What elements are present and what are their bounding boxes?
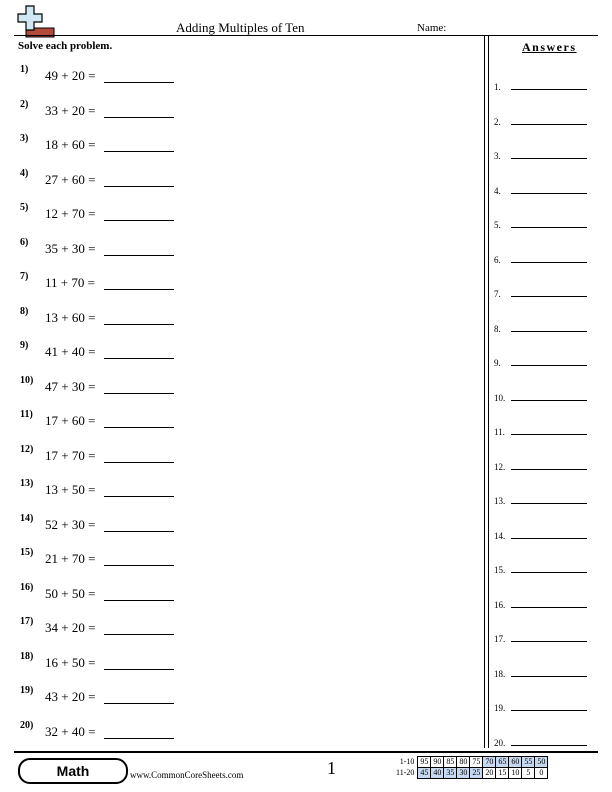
problem-row — [0, 202, 480, 228]
answer-number: 10. — [494, 392, 506, 403]
footer-rule — [14, 751, 598, 753]
answer-row — [494, 527, 594, 547]
problem-expression: 35 + 30 = — [45, 240, 96, 256]
problem-expression: 47 + 30 = — [45, 378, 96, 394]
problem-number: 18) — [20, 650, 34, 662]
score-table — [396, 756, 548, 779]
problem-expression: 21 + 70 = — [45, 551, 96, 566]
problem-answer-blank[interactable] — [104, 703, 174, 704]
problem-row — [0, 340, 480, 366]
answer-number: 2. — [494, 116, 501, 127]
problem-row — [0, 513, 480, 539]
answer-number: 9. — [494, 358, 501, 368]
score-cell: 10 — [509, 768, 522, 779]
problem-number: 13) — [20, 478, 34, 489]
answer-blank[interactable] — [511, 641, 587, 642]
score-row — [396, 768, 548, 779]
answer-row — [494, 630, 594, 650]
answer-number: 20. — [494, 737, 506, 748]
problem-row — [0, 547, 480, 573]
problem-row — [0, 306, 480, 332]
problem-number: 19) — [20, 685, 34, 696]
problem-number: 11) — [20, 409, 33, 420]
problem-answer-blank[interactable] — [104, 186, 174, 187]
answer-number: 13. — [494, 496, 506, 506]
answer-row — [494, 354, 594, 374]
problem-answer-blank[interactable] — [104, 82, 174, 83]
problem-expression: 11 + 70 = — [45, 275, 95, 290]
math-badge: Math — [18, 758, 128, 784]
problem-row — [0, 64, 480, 90]
answer-blank[interactable] — [511, 745, 587, 746]
answer-row — [494, 561, 594, 581]
name-label: Name: — [417, 22, 447, 34]
answer-blank[interactable] — [511, 193, 587, 194]
score-cell: 70 — [483, 757, 496, 768]
problem-answer-blank[interactable] — [104, 358, 174, 359]
score-cell: 80 — [457, 757, 470, 768]
problem-number: 2) — [20, 98, 29, 110]
answer-blank[interactable] — [511, 227, 587, 228]
answer-row — [494, 251, 594, 271]
answer-blank[interactable] — [511, 538, 587, 539]
score-cell: 85 — [444, 757, 457, 768]
problem-answer-blank[interactable] — [104, 324, 174, 325]
answer-row — [494, 458, 594, 478]
answers-title: Answers — [522, 40, 577, 54]
answer-row — [494, 492, 594, 512]
problem-answer-blank[interactable] — [104, 117, 174, 118]
answer-column-divider — [484, 36, 489, 748]
problem-answer-blank[interactable] — [104, 634, 174, 635]
answer-row — [494, 423, 594, 443]
answer-row — [494, 699, 594, 719]
problem-row — [0, 271, 480, 297]
problem-row — [0, 168, 480, 194]
answer-number: 1. — [494, 82, 501, 92]
score-cell: 90 — [431, 757, 444, 768]
answer-number: 16. — [494, 599, 506, 610]
problem-answer-blank[interactable] — [104, 496, 174, 497]
answer-blank[interactable] — [511, 676, 587, 677]
problem-answer-blank[interactable] — [104, 565, 174, 566]
answer-number: 8. — [494, 323, 501, 334]
problem-answer-blank[interactable] — [104, 462, 174, 463]
score-cell: 65 — [496, 757, 509, 768]
problem-answer-blank[interactable] — [104, 289, 174, 290]
answer-row — [494, 320, 594, 340]
answer-number: 4. — [494, 185, 501, 196]
score-cell: 60 — [509, 757, 522, 768]
answer-number: 19. — [494, 703, 506, 713]
score-cell: 50 — [535, 757, 548, 768]
answer-number: 15. — [494, 565, 506, 575]
worksheet-title: Adding Multiples of Ten — [176, 20, 305, 35]
answer-row — [494, 216, 594, 236]
instructions: Solve each problem. — [18, 40, 113, 52]
score-range-label: 1-10 — [399, 757, 415, 766]
page-number: 1 — [327, 758, 336, 778]
problem-row — [0, 409, 480, 435]
problem-number: 6) — [20, 236, 29, 248]
problem-row — [0, 478, 480, 504]
score-cell: 35 — [444, 768, 457, 779]
problem-number: 12) — [20, 443, 34, 455]
problem-answer-blank[interactable] — [104, 669, 174, 670]
score-cell: 20 — [483, 768, 496, 779]
problem-row — [0, 133, 480, 159]
answer-blank[interactable] — [511, 607, 587, 608]
score-cell: 55 — [522, 757, 535, 768]
problem-answer-blank[interactable] — [104, 531, 174, 532]
answer-row — [494, 596, 594, 616]
problem-expression: 34 + 20 = — [45, 620, 96, 635]
answer-number: 3. — [494, 151, 501, 161]
problem-number: 9) — [20, 340, 29, 351]
problem-answer-blank[interactable] — [104, 151, 174, 152]
answer-number: 17. — [494, 634, 506, 644]
problem-expression: 52 + 30 = — [45, 516, 96, 532]
problem-expression: 49 + 20 = — [45, 68, 96, 83]
score-cell: 95 — [418, 757, 431, 768]
answer-blank[interactable] — [511, 400, 587, 401]
score-row — [396, 757, 548, 768]
score-cell: 0 — [535, 768, 548, 779]
problem-number: 16) — [20, 581, 34, 593]
problem-expression: 41 + 40 = — [45, 344, 96, 359]
problem-number: 10) — [20, 374, 34, 386]
score-cell: 45 — [418, 768, 431, 779]
answer-blank[interactable] — [511, 365, 587, 366]
plus-sign-logo-icon — [16, 4, 56, 38]
score-cell: 5 — [522, 768, 535, 779]
answer-row — [494, 147, 594, 167]
problem-expression: 43 + 20 = — [45, 689, 96, 704]
score-cell: 40 — [431, 768, 444, 779]
answer-blank[interactable] — [511, 296, 587, 297]
problem-number: 17) — [20, 616, 34, 627]
problem-expression: 32 + 40 = — [45, 723, 96, 739]
answer-blank[interactable] — [511, 572, 587, 573]
answer-number: 14. — [494, 530, 506, 541]
problem-expression: 13 + 60 = — [45, 309, 96, 325]
answer-blank[interactable] — [511, 434, 587, 435]
problem-number: 4) — [20, 167, 29, 179]
problem-expression: 18 + 60 = — [45, 137, 96, 152]
problem-answer-blank[interactable] — [104, 738, 174, 739]
answer-row — [494, 78, 594, 98]
problem-expression: 17 + 60 = — [45, 413, 96, 428]
answer-blank[interactable] — [511, 469, 587, 470]
problem-number: 15) — [20, 547, 34, 558]
problem-expression: 16 + 50 = — [45, 654, 96, 670]
score-cell: 30 — [457, 768, 470, 779]
problem-number: 20) — [20, 719, 34, 731]
problem-row — [0, 685, 480, 711]
problem-number: 8) — [20, 305, 29, 317]
header-rule — [14, 35, 598, 36]
problem-number: 7) — [20, 271, 29, 282]
answer-blank[interactable] — [511, 262, 587, 263]
problem-row — [0, 375, 480, 401]
answer-number: 6. — [494, 254, 501, 265]
score-cell: 25 — [470, 768, 483, 779]
problem-expression: 33 + 20 = — [45, 102, 96, 118]
problem-row — [0, 616, 480, 642]
answer-row — [494, 665, 594, 685]
answer-row — [494, 113, 594, 133]
problem-row — [0, 582, 480, 608]
answer-number: 18. — [494, 668, 506, 679]
answer-blank[interactable] — [511, 503, 587, 504]
problem-row — [0, 651, 480, 677]
problem-answer-blank[interactable] — [104, 220, 174, 221]
answer-number: 5. — [494, 220, 501, 230]
score-cell: 75 — [470, 757, 483, 768]
answer-blank[interactable] — [511, 710, 587, 711]
problem-row — [0, 720, 480, 746]
problem-number: 14) — [20, 512, 34, 524]
answer-number: 12. — [494, 461, 506, 472]
answer-row — [494, 182, 594, 202]
problem-expression: 50 + 50 = — [45, 585, 96, 601]
problem-expression: 17 + 70 = — [45, 447, 96, 463]
answer-blank[interactable] — [511, 331, 587, 332]
problem-number: 5) — [20, 202, 29, 213]
problem-row — [0, 99, 480, 125]
problem-answer-blank[interactable] — [104, 427, 174, 428]
problem-number: 3) — [20, 133, 29, 144]
answer-blank[interactable] — [511, 124, 587, 125]
answer-row — [494, 389, 594, 409]
problem-number: 1) — [20, 64, 29, 75]
problem-answer-blank[interactable] — [104, 255, 174, 256]
problem-row — [0, 444, 480, 470]
problem-row — [0, 237, 480, 263]
answer-number: 11. — [494, 427, 505, 437]
website-link[interactable]: www.CommonCoreSheets.com — [130, 770, 244, 780]
score-range-label: 11-20 — [396, 768, 415, 777]
problem-expression: 13 + 50 = — [45, 482, 96, 497]
answer-row — [494, 285, 594, 305]
problem-expression: 27 + 60 = — [45, 171, 96, 187]
answer-blank[interactable] — [511, 158, 587, 159]
answer-number: 7. — [494, 289, 501, 299]
problem-answer-blank[interactable] — [104, 393, 174, 394]
score-cell: 15 — [496, 768, 509, 779]
problem-expression: 12 + 70 = — [45, 206, 96, 221]
problem-answer-blank[interactable] — [104, 600, 174, 601]
answer-blank[interactable] — [511, 89, 587, 90]
